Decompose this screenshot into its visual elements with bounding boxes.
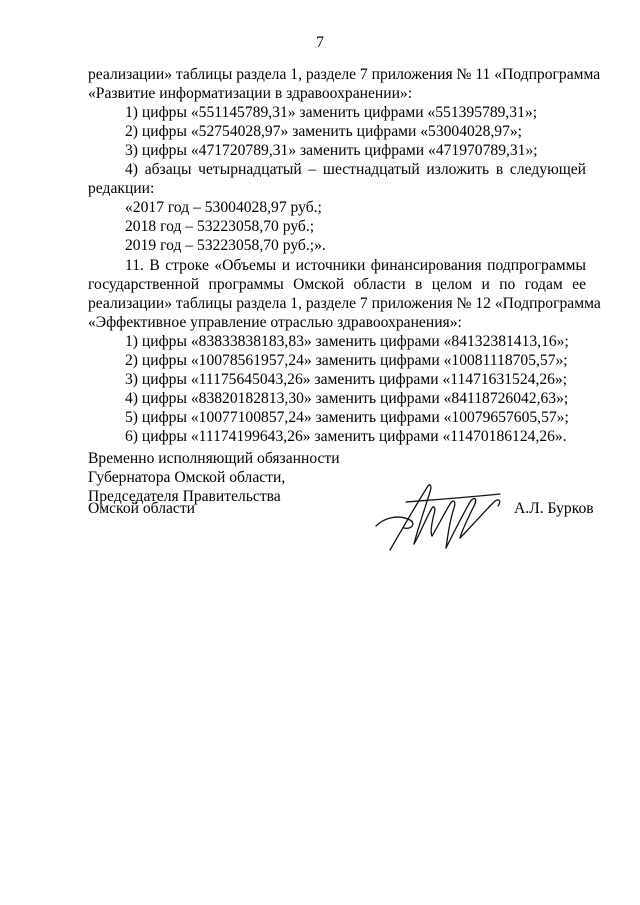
quoted-line: «2017 год – 53004028,97 руб.; xyxy=(125,199,322,216)
signatory-position-line: Губернатора Омской области, xyxy=(88,469,286,486)
list-item: 4) абзацы четырнадцатый – шестнадцатый изложить в следующей xyxy=(125,161,586,178)
list-item: 2) цифры «10078561957,24» заменить цифрами «10081118705,57»; xyxy=(125,352,568,369)
list-item: 3) цифры «11175645043,26» заменить цифрами «11471631524,26»; xyxy=(125,371,568,388)
body-line: «Развитие информатизации в здравоохранении»: xyxy=(88,85,413,102)
quoted-line: 2018 год – 53223058,70 руб.; xyxy=(125,218,315,235)
signatory-position-line: Омской области xyxy=(88,500,196,517)
body-line: редакции: xyxy=(88,180,155,197)
body-line: реализации» таблицы раздела 1, разделе 7 приложения № 12 «Подпрограмма xyxy=(88,295,601,312)
body-line: реализации» таблицы раздела 1, разделе 7 приложения № 11 «Подпрограмма xyxy=(88,66,601,83)
list-item: 4) цифры «83820182813,30» заменить цифрами «84118726042,63»; xyxy=(125,390,569,407)
signatory-position-line: Временно исполняющий обязанности xyxy=(88,450,340,467)
list-item: 1) цифры «551145789,31» заменить цифрами «551395789,31»; xyxy=(125,104,538,121)
signer-name: А.Л. Бурков xyxy=(514,500,594,517)
body-line: «Эффективное управление отраслью здравоохранения»: xyxy=(88,314,462,331)
quoted-line: 2019 год – 53223058,70 руб.;». xyxy=(125,237,326,254)
signatory-position-line: Председателя Правительства xyxy=(88,488,281,505)
handwritten-signature xyxy=(370,478,530,558)
list-item: 6) цифры «11174199643,26» заменить цифрами «11470186124,26». xyxy=(125,428,567,445)
list-item: 1) цифры «83833838183,83» заменить цифрами «84132381413,16»; xyxy=(125,333,569,350)
list-item: 5) цифры «10077100857,24» заменить цифрами «10079657605,57»; xyxy=(125,409,569,426)
body-line: государственной программы Омской области в целом и по годам ее xyxy=(88,276,586,293)
paragraph-heading-line: 11. В строке «Объемы и источники финансирования подпрограммы xyxy=(125,257,586,274)
list-item: 3) цифры «471720789,31» заменить цифрами «471970789,31»; xyxy=(125,142,538,159)
page-number: 7 xyxy=(316,34,324,51)
list-item: 2) цифры «52754028,97» заменить цифрами «53004028,97»; xyxy=(125,123,523,140)
